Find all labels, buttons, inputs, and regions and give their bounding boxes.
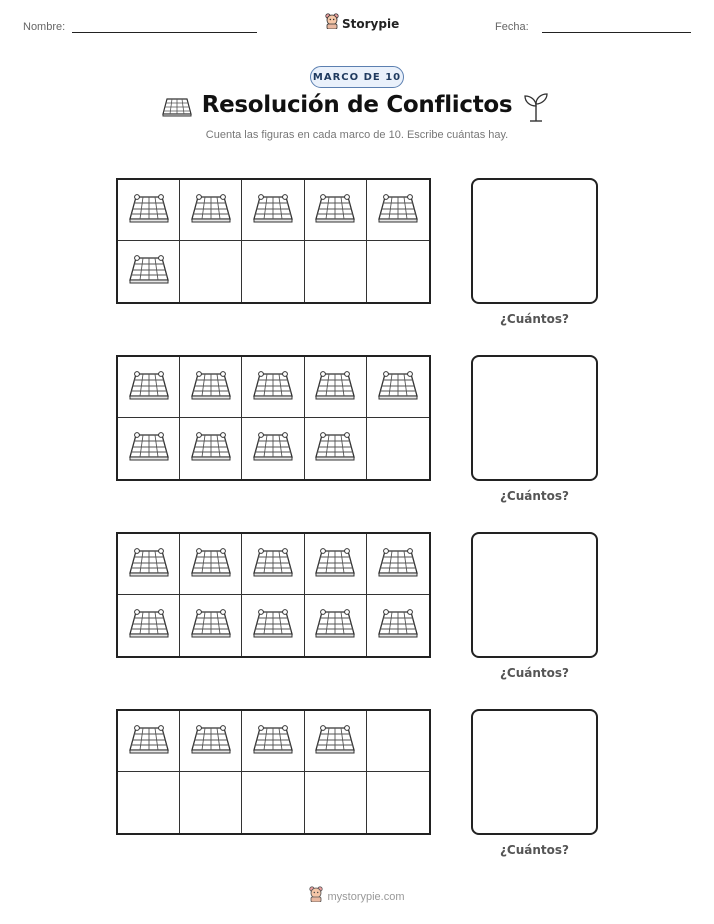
ten-frame-cell bbox=[367, 534, 429, 595]
ten-frame-cell bbox=[180, 241, 242, 302]
tennis-court-icon bbox=[190, 191, 232, 230]
brand-name: Storypie bbox=[342, 16, 400, 31]
ten-frame-cell bbox=[118, 241, 180, 302]
tennis-court-icon bbox=[314, 429, 356, 468]
ten-frame-cell bbox=[118, 711, 180, 772]
ten-frame-cell bbox=[305, 534, 367, 595]
tennis-court-icon bbox=[128, 545, 170, 584]
ten-frame-cell bbox=[180, 357, 242, 418]
answer-box[interactable] bbox=[471, 178, 598, 304]
ten-frame-cell bbox=[242, 772, 304, 833]
name-line[interactable] bbox=[72, 32, 257, 33]
ten-frame-cell bbox=[180, 534, 242, 595]
tennis-court-icon bbox=[190, 722, 232, 761]
tennis-court-icon bbox=[314, 606, 356, 645]
ten-frame-cell bbox=[305, 595, 367, 656]
ten-frame-cell bbox=[242, 711, 304, 772]
ten-frame-cell bbox=[180, 180, 242, 241]
tennis-court-icon bbox=[252, 606, 294, 645]
tennis-court-icon bbox=[128, 191, 170, 230]
answer-box[interactable] bbox=[471, 355, 598, 481]
ten-frame bbox=[116, 532, 431, 658]
tennis-court-icon bbox=[190, 606, 232, 645]
count-question: ¿Cuántos? bbox=[499, 843, 570, 857]
ten-frame-cell bbox=[118, 418, 180, 479]
footer-site: mystorypie.com bbox=[327, 890, 405, 903]
name-label: Nombre: bbox=[23, 21, 66, 33]
ten-frame-cell bbox=[118, 534, 180, 595]
ten-frame-cell bbox=[180, 595, 242, 656]
ten-frame-cell bbox=[367, 595, 429, 656]
tennis-court-icon bbox=[190, 368, 232, 407]
ten-frame-cell bbox=[242, 241, 304, 302]
tennis-court-icon bbox=[377, 545, 419, 584]
ten-frame-cell bbox=[180, 418, 242, 479]
ten-frame-cell bbox=[242, 595, 304, 656]
tennis-court-icon bbox=[128, 252, 170, 291]
date-line[interactable] bbox=[542, 32, 691, 33]
date-label: Fecha: bbox=[495, 21, 529, 33]
ten-frame-cell bbox=[242, 534, 304, 595]
ten-frame-cell bbox=[305, 711, 367, 772]
page-title: Resolución de Conflictos bbox=[201, 92, 513, 118]
ten-frame bbox=[116, 709, 431, 835]
topic-badge: MARCO DE 10 bbox=[310, 66, 404, 88]
ten-frame-cell bbox=[180, 772, 242, 833]
count-question: ¿Cuántos? bbox=[499, 666, 570, 680]
tennis-court-icon bbox=[252, 545, 294, 584]
ten-frame-cell bbox=[242, 357, 304, 418]
ten-frame-cell bbox=[180, 711, 242, 772]
tennis-court-icon bbox=[252, 191, 294, 230]
tennis-court-icon bbox=[377, 606, 419, 645]
ten-frame-cell bbox=[367, 711, 429, 772]
ten-frame-cell bbox=[118, 180, 180, 241]
ten-frame-cell bbox=[367, 772, 429, 833]
ten-frame-cell bbox=[305, 180, 367, 241]
ten-frame-cell bbox=[305, 418, 367, 479]
ten-frame-cell bbox=[367, 180, 429, 241]
ten-frame-cell bbox=[305, 772, 367, 833]
tennis-court-icon bbox=[252, 429, 294, 468]
ten-frame-cell bbox=[367, 357, 429, 418]
tennis-court-icon bbox=[252, 722, 294, 761]
answer-box[interactable] bbox=[471, 709, 598, 835]
ten-frame bbox=[116, 355, 431, 481]
tennis-court-icon bbox=[128, 368, 170, 407]
tennis-court-icon bbox=[314, 722, 356, 761]
footer bbox=[0, 886, 714, 907]
ten-frame-cell bbox=[367, 418, 429, 479]
tennis-court-icon bbox=[128, 429, 170, 468]
instructions: Cuenta las figuras en cada marco de 10. Escribe cuántas hay. bbox=[205, 129, 509, 141]
count-question: ¿Cuántos? bbox=[499, 489, 570, 503]
ten-frame bbox=[116, 178, 431, 304]
tennis-court-icon bbox=[377, 191, 419, 230]
brand-logo bbox=[325, 13, 399, 34]
tennis-court-icon bbox=[314, 368, 356, 407]
ten-frame-cell bbox=[305, 241, 367, 302]
tennis-court-icon bbox=[314, 545, 356, 584]
tennis-court-icon bbox=[128, 722, 170, 761]
bear-mascot-icon bbox=[325, 13, 339, 34]
ten-frame-cell bbox=[305, 357, 367, 418]
tennis-court-icon bbox=[190, 545, 232, 584]
ten-frame-cell bbox=[118, 595, 180, 656]
ten-frame-cell bbox=[242, 418, 304, 479]
tennis-court-icon bbox=[377, 368, 419, 407]
ten-frame-cell bbox=[118, 772, 180, 833]
tennis-court-icon bbox=[190, 429, 232, 468]
ten-frame-cell bbox=[367, 241, 429, 302]
tennis-court-icon bbox=[314, 191, 356, 230]
ten-frame-cell bbox=[242, 180, 304, 241]
tennis-court-icon bbox=[128, 606, 170, 645]
bear-mascot-icon bbox=[309, 886, 323, 907]
count-question: ¿Cuántos? bbox=[499, 312, 570, 326]
ten-frame-cell bbox=[118, 357, 180, 418]
tennis-court-icon bbox=[252, 368, 294, 407]
sprout-icon bbox=[522, 92, 550, 127]
answer-box[interactable] bbox=[471, 532, 598, 658]
